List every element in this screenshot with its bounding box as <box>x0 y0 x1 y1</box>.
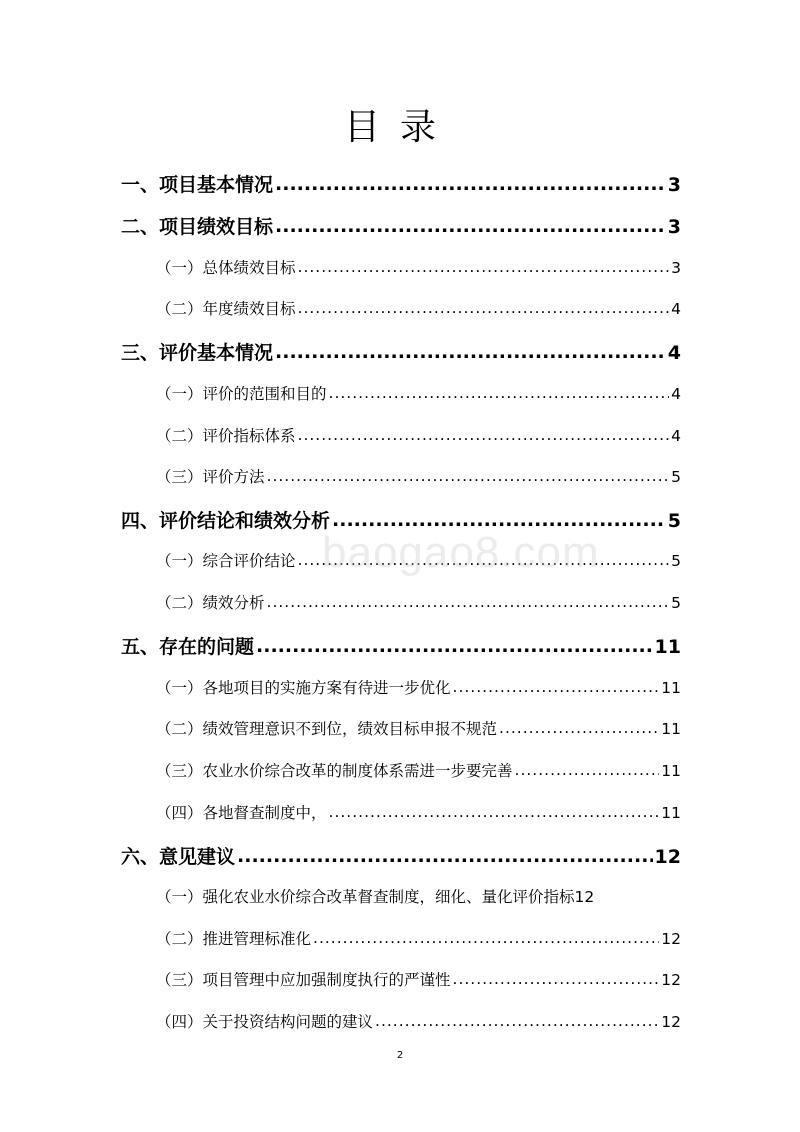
toc-dot-leader <box>453 678 660 696</box>
toc-entry-section-2[interactable] <box>121 212 681 239</box>
toc-dot-leader <box>256 635 653 657</box>
toc-entry-label: （二）年度绩效目标 <box>156 300 296 318</box>
toc-page-number: 5 <box>671 594 681 612</box>
toc-entry-section-2-2[interactable] <box>156 297 681 319</box>
toc-entry-section-6-4[interactable] <box>156 1010 681 1032</box>
page-title: 目录 <box>343 107 456 148</box>
toc-dot-leader <box>267 593 670 611</box>
toc-entry-section-2-1[interactable] <box>156 256 681 278</box>
toc-entry-label: （二）推进管理标准化 <box>156 930 312 948</box>
toc-entry-label: （二）评价指标体系 <box>156 427 296 445</box>
toc-page-number: 12 <box>661 1013 681 1031</box>
toc-entry-section-5-2[interactable] <box>156 717 681 739</box>
toc-page-number: 5 <box>671 468 681 486</box>
toc-dot-leader <box>298 299 670 317</box>
toc-entry-label: （一）总体绩效目标 <box>156 259 296 277</box>
toc-entry-label: （三）评价方法 <box>156 468 265 486</box>
toc-entry-section-4[interactable] <box>121 506 681 533</box>
toc-entry-label: （一）各地项目的实施方案有待进一步优化 <box>156 679 451 697</box>
toc-page-number: 12 <box>661 971 681 989</box>
toc-entry-section-5-4[interactable] <box>156 801 681 823</box>
toc-page-number: 12 <box>574 888 595 906</box>
toc-page-number: 4 <box>667 342 681 364</box>
toc-entry-section-3-3[interactable] <box>156 465 681 487</box>
toc-page-number: 5 <box>671 552 681 570</box>
toc-dot-leader <box>298 551 670 569</box>
toc-entry-label: 四、评价结论和绩效分析 <box>121 510 331 532</box>
toc-entry-label: （一）综合评价结论 <box>156 552 296 570</box>
toc-entry-section-3-2[interactable] <box>156 424 681 446</box>
toc-entry-label: （三）项目管理中应加强制度执行的严谨性 <box>156 971 451 989</box>
toc-page-number: 4 <box>671 385 681 403</box>
toc-page-number: 3 <box>667 216 681 238</box>
toc-page-number: 11 <box>654 636 681 658</box>
toc-entry-section-4-2[interactable] <box>156 591 681 613</box>
toc-dot-leader <box>375 1012 659 1030</box>
toc-entry-section-5-3[interactable] <box>156 759 681 781</box>
toc-entry-label: （一）评价的范围和目的 <box>156 385 327 403</box>
toc-entry-section-3[interactable] <box>121 338 681 365</box>
toc-page-number: 3 <box>671 259 681 277</box>
toc-entry-label: 六、意见建议 <box>121 846 236 868</box>
toc-page-number: 5 <box>667 510 681 532</box>
toc-entry-section-5-1[interactable] <box>156 676 681 698</box>
watermark: baogao8.com <box>322 528 600 577</box>
toc-entry-section-4-1[interactable] <box>156 549 681 571</box>
toc-entry-section-6[interactable] <box>121 842 681 869</box>
toc-entry-label: （一）强化农业水价综合改革督查制度，细化、量化评价指标 <box>156 888 575 906</box>
toc-dot-leader <box>329 803 660 821</box>
toc-entry-section-6-2[interactable] <box>156 927 681 949</box>
toc-page-number: 11 <box>661 804 681 822</box>
toc-entry-section-6-3[interactable] <box>156 968 681 990</box>
toc-page-number: 12 <box>654 846 681 868</box>
toc-entry-label: 二、项目绩效目标 <box>121 216 274 238</box>
toc-dot-leader <box>237 845 653 867</box>
toc-entry-label: 三、评价基本情况 <box>121 342 274 364</box>
toc-entry-label: （四）关于投资结构问题的建议 <box>156 1013 374 1031</box>
toc-dot-leader <box>298 258 670 276</box>
toc-page-number: 11 <box>661 762 681 780</box>
toc-page-number: 11 <box>661 720 681 738</box>
page-number: 2 <box>396 1050 404 1061</box>
toc-dot-leader <box>275 215 666 237</box>
toc-page-number: 11 <box>661 679 681 697</box>
toc-entry-section-6-1[interactable] <box>156 885 681 907</box>
toc-page-number: 4 <box>671 427 681 445</box>
toc-entry-label: 一、项目基本情况 <box>121 174 274 196</box>
toc-dot-leader <box>453 970 660 988</box>
toc-entry-label: （二）绩效分析 <box>156 594 265 612</box>
toc-entry-section-3-1[interactable] <box>156 382 681 404</box>
toc-dot-leader <box>275 341 666 363</box>
toc-dot-leader <box>267 467 670 485</box>
toc-entry-label: （二）绩效管理意识不到位，绩效目标申报不规范 <box>156 720 498 738</box>
toc-page-number: 12 <box>661 930 681 948</box>
toc-page-number: 4 <box>671 300 681 318</box>
toc-dot-leader <box>332 509 666 531</box>
toc-dot-leader <box>275 173 666 195</box>
toc-page-number: 3 <box>667 174 681 196</box>
toc-dot-leader <box>313 929 659 947</box>
toc-dot-leader <box>499 719 659 737</box>
toc-dot-leader <box>298 426 670 444</box>
toc-dot-leader <box>515 761 660 779</box>
toc-entry-label: 五、存在的问题 <box>121 636 255 658</box>
toc-entry-section-5[interactable] <box>121 632 681 659</box>
toc-entry-section-1[interactable] <box>121 170 681 197</box>
toc-dot-leader <box>329 384 670 402</box>
toc-entry-label: （四）各地督查制度中， <box>156 804 327 822</box>
toc-entry-label: （三）农业水价综合改革的制度体系需进一步要完善 <box>156 762 513 780</box>
